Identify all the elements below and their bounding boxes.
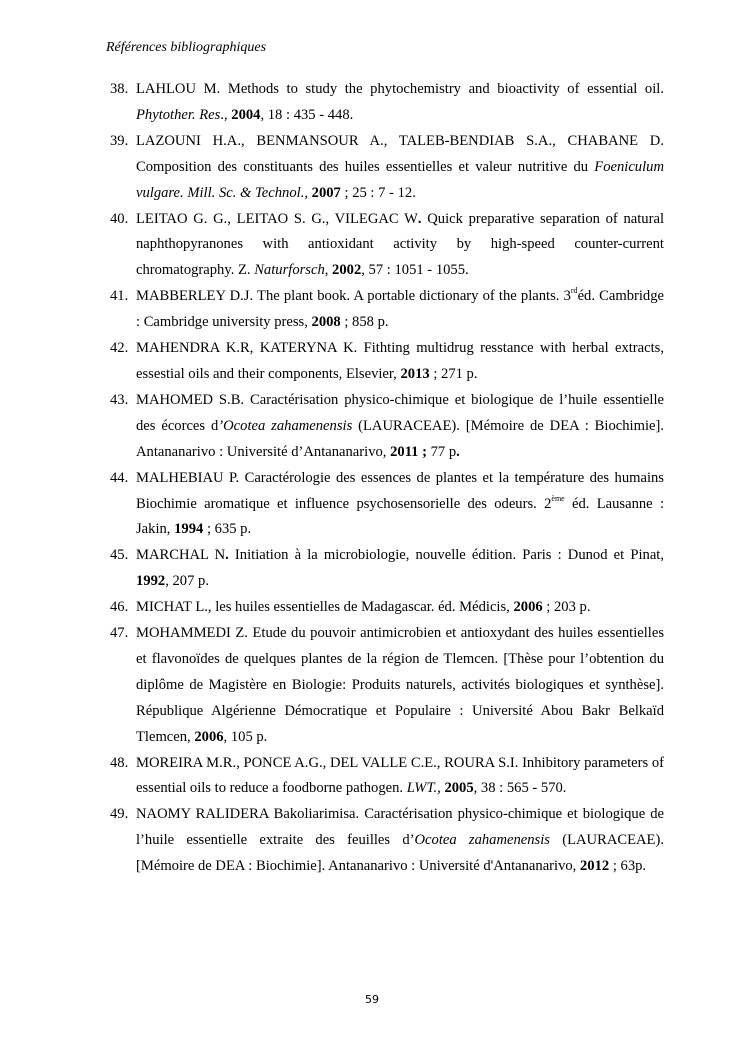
text-run: ; 25 : 7 - 12. xyxy=(340,184,416,201)
text-run: , 57 : 1051 - 1055. xyxy=(361,262,469,279)
reference-number: 41. xyxy=(110,288,129,305)
text-run: (LAURACEAE). [Mémoire de DEA : Biochimie]. Antananarivo : Université d'Antananarivo, xyxy=(136,832,664,875)
page-number: 59 xyxy=(365,993,379,1006)
bold-text: . xyxy=(417,210,422,227)
reference-number: 45. xyxy=(110,547,129,564)
text-run: , 105 p. xyxy=(223,728,268,745)
reference-number: 39. xyxy=(110,132,129,149)
reference-text xyxy=(136,133,664,201)
text-run: MOHAMMEDI Z. Etude du pouvoir antimicrobien et antioxydant des huiles essentielles et flavonoïdes de quelques plantes de la région de Tlemcen. [Thèse pour l’obtention du diplôme de Magistère en Biologie: Produits naturels, activités biologiques et synthèse]. République Algérienne Démocratique et Populaire : Université Abou Bakr Belkaïd Tlemcen, xyxy=(136,625,664,745)
reference-item xyxy=(110,336,664,388)
text-run: (LAURACEAE). [Mémoire de DEA : Biochimie]. Antananarivo : Université d’Antananarivo, xyxy=(136,417,664,460)
reference-text xyxy=(136,755,664,797)
italic-text: ’Ocotea zahamenensis xyxy=(218,417,353,434)
text-run: MARCHAL N xyxy=(136,547,226,564)
reference-number: 43. xyxy=(110,391,129,408)
bold-text: 2006 xyxy=(194,728,224,745)
reference-text xyxy=(136,470,664,538)
reference-item xyxy=(110,284,664,336)
reference-text xyxy=(136,340,664,382)
text-run: MABBERLEY D.J. The plant book. A portable dictionary of the plants. 3 xyxy=(136,288,571,305)
text-run: MAHOMED S.B. Caractérisation physico-chimique et biologique de l’huile essentielle des écorces d xyxy=(136,391,664,434)
text-run: ; 858 p. xyxy=(340,314,389,331)
superscript-text: ème xyxy=(551,493,565,503)
text-run: ; 271 p. xyxy=(429,365,478,382)
reference-item xyxy=(110,388,664,466)
superscript-text: rd xyxy=(570,286,578,296)
bold-text: 2004 xyxy=(231,106,261,123)
bold-text: 1994 xyxy=(174,521,204,538)
reference-item xyxy=(110,543,664,595)
text-run: ; 63p. xyxy=(609,858,647,875)
text-run: , 18 : 435 - 448. xyxy=(260,106,354,123)
reference-number: 42. xyxy=(110,340,129,357)
text-run: LEITAO G. G., LEITAO S. G., VILEGAC W xyxy=(136,210,418,227)
text-run: 77 p xyxy=(426,443,457,460)
bold-text: 2005 xyxy=(444,780,474,797)
reference-text xyxy=(136,547,664,589)
italic-text: Foeniculum vulgare. Mill. Sc. & Technol., xyxy=(136,158,664,201)
bold-text: 2013 xyxy=(400,365,430,382)
text-run: MICHAT L., les huiles essentielles de Madagascar. éd. Médicis, xyxy=(136,599,514,616)
reference-item xyxy=(110,751,664,803)
reference-number: 40. xyxy=(110,210,129,227)
italic-text: Phytother. Res xyxy=(136,106,221,123)
page-header: Références bibliographiques xyxy=(106,40,267,55)
reference-text xyxy=(136,599,591,615)
text-run: ; 203 p. xyxy=(542,599,591,616)
reference-item xyxy=(110,621,664,751)
bold-text: 2012 xyxy=(579,858,610,875)
reference-text xyxy=(136,211,664,279)
bold-text: 2007 xyxy=(311,184,341,201)
text-run: Quick preparative separation of natural naphthopyranones with antioxidant activity by high-speed counter-current chromatography. Z. xyxy=(136,210,664,279)
reference-item xyxy=(110,207,664,285)
bold-text: 2006 xyxy=(513,599,543,616)
reference-number: 49. xyxy=(110,806,129,823)
text-run: éd. Cambridge : Cambridge university press, xyxy=(136,288,664,331)
text-run: MALHEBIAU P. Caractérologie des essences de plantes et la température des humains Biochimie aromatique et influence psychosensorielle des odeurs. 2 xyxy=(136,469,664,512)
reference-text xyxy=(136,392,664,460)
text-run: , 207 p. xyxy=(165,573,209,590)
text-run: LAZOUNI H.A., BENMANSOUR A., TALEB-BENDIAB S.A., CHABANE D. Composition des constituants des huiles essentielles et valeur nutritive du xyxy=(136,132,664,175)
text-run: , 38 : 565 - 570. xyxy=(473,780,567,797)
reference-text xyxy=(136,806,664,874)
reference-text xyxy=(136,288,664,330)
reference-text xyxy=(136,81,664,123)
reference-text xyxy=(136,625,664,745)
bold-text: 2011 ; xyxy=(390,443,427,460)
text-run: ; 635 p. xyxy=(203,521,252,538)
reference-item xyxy=(110,77,664,129)
bold-text: 2002 xyxy=(332,262,362,279)
reference-number: 47. xyxy=(110,625,129,642)
bold-text: . xyxy=(456,443,460,460)
reference-number: 46. xyxy=(110,599,129,616)
reference-item xyxy=(110,129,664,207)
text-run: LAHLOU M. Methods to study the phytochemistry and bioactivity of essential oil. xyxy=(136,81,664,97)
reference-item xyxy=(110,595,664,621)
italic-text: LWT., xyxy=(406,780,441,797)
text-run: MOREIRA M.R., PONCE A.G., DEL VALLE C.E., ROURA S.I. Inhibitory parameters of essential oils to reduce a foodborne pathogen. xyxy=(136,754,664,797)
bold-text: 1992 xyxy=(136,573,166,590)
italic-text: Naturforsch xyxy=(254,262,325,279)
reference-number: 44. xyxy=(110,469,129,486)
text-run: MAHENDRA K.R, KATERYNA K. Fithting multidrug resstance with herbal extracts, essestial oils and their components, Elsevier, xyxy=(136,340,664,382)
reference-list xyxy=(110,77,664,880)
text-run: Initiation à la microbiologie, nouvelle édition. Paris : Dunod et Pinat, xyxy=(228,547,664,564)
reference-item xyxy=(110,802,664,880)
bold-text: 2008 xyxy=(311,314,341,331)
bold-text: . xyxy=(225,547,229,564)
italic-text: Ocotea zahamenensis xyxy=(414,832,550,849)
text-run: NAOMY RALIDERA Bakoliarimisa. Caractérisation physico-chimique et biologique de l’huile essentielle extraite des feuilles d’ xyxy=(136,806,664,849)
reference-number: 38. xyxy=(110,81,129,97)
text-run: éd. Lausanne : Jakin, xyxy=(136,495,664,538)
reference-item xyxy=(110,466,664,544)
text-run: ., xyxy=(220,106,228,123)
text-run: , xyxy=(324,262,333,279)
reference-number: 48. xyxy=(110,754,129,771)
